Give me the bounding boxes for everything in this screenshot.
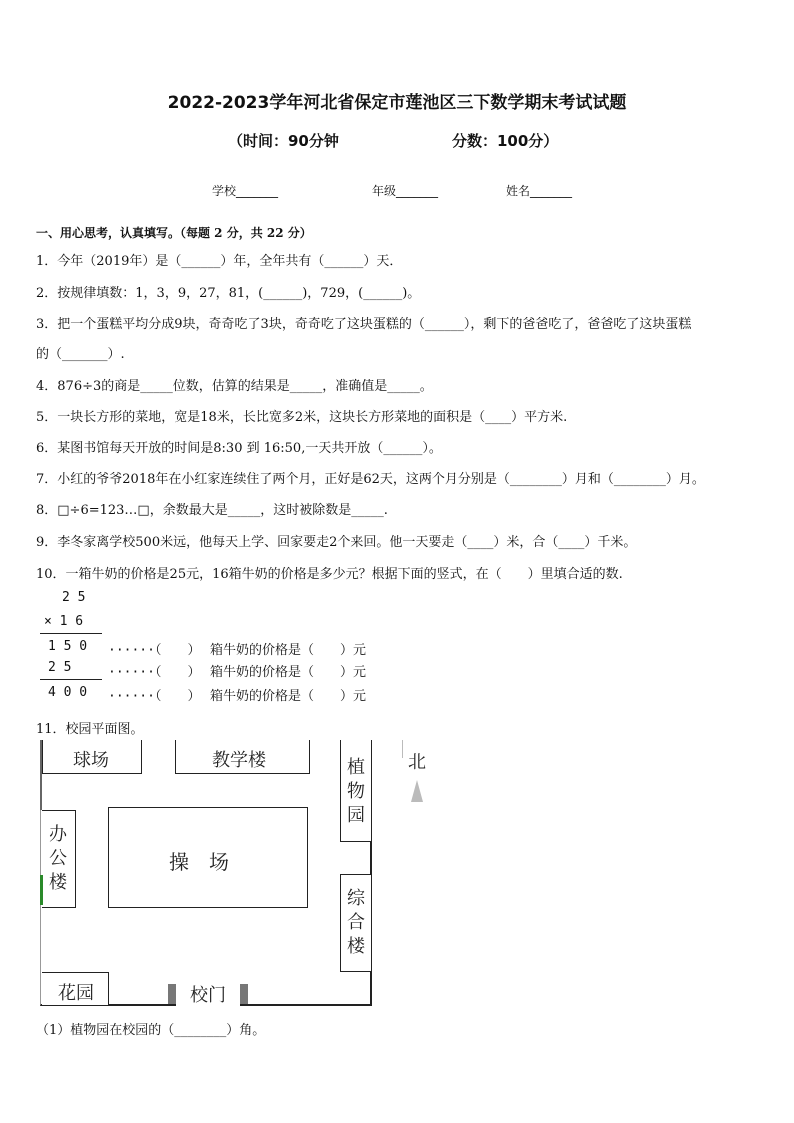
garden-label: 花园 — [58, 983, 94, 1004]
teaching-building-label: 教学楼 — [212, 750, 266, 771]
playground-label: 操 场 — [169, 850, 229, 874]
school-field: 学校_______ — [212, 184, 279, 198]
question-6: 6．某图书馆每天开放的时间是8:30 到 16:50,一天共开放（______）。 — [36, 441, 442, 456]
dots-2: ······（ ） — [108, 665, 201, 680]
botanical-garden-label: 植物园 — [347, 757, 365, 826]
north-label: 北 — [408, 752, 426, 773]
dots-3: ······（ ） — [108, 689, 201, 704]
mult-multiplier: × 1 6 — [44, 614, 84, 629]
campus-map — [40, 740, 430, 1010]
question-10: 10．一箱牛奶的价格是25元，16箱牛奶的价格是多少元？根据下面的竖式，在（ ）里填合适的数. — [36, 567, 623, 582]
office-building-box — [42, 810, 76, 908]
question-2: 2．按规律填数：1，3，9，27，81，(______)，729，(______)。 — [36, 286, 421, 301]
section-heading: 一、用心思考，认真填写。（每题 2 分，共 22 分） — [36, 226, 312, 240]
gate-post-right — [240, 984, 248, 1004]
page-title: 2022-2023学年河北省保定市莲池区三下数学期末考试试题 — [167, 93, 627, 113]
question-1: 1．今年（2019年）是（______）年，全年共有（______）天． — [36, 254, 403, 269]
playground-box — [108, 807, 308, 908]
question-11: 11．校园平面图。 — [36, 722, 144, 737]
name-field: 姓名_______ — [506, 184, 573, 198]
garden-box — [42, 972, 109, 1006]
price-label-3: 箱牛奶的价格是（ ）元 — [210, 689, 367, 704]
gate-post-left — [168, 984, 176, 1004]
grade-field: 年级_______ — [372, 184, 439, 198]
score-label: 分数：100分） — [452, 132, 559, 150]
mult-row-3: 4 0 0 — [48, 685, 88, 700]
question-11-part-1: （1）植物园在校园的（________）角。 — [36, 1023, 266, 1038]
mult-top: 2 5 — [62, 590, 86, 605]
question-3: 3．把一个蛋糕平均分成9块，奇奇吃了3块，奇奇吃了这块蛋糕的（______），剩下的爸爸吃了，爸爸吃了这块蛋糕 — [36, 317, 692, 332]
mult-row-2: 2 5 — [48, 660, 72, 675]
question-3-cont: 的（_______）. — [36, 347, 125, 362]
question-7: 7．小红的爷爷2018年在小红家连续住了两个月，正好是62天，这两个月分别是（________）月和（________）月。 — [36, 472, 705, 487]
mult-row-1: 1 5 0 — [48, 639, 88, 654]
price-label-2: 箱牛奶的价格是（ ）元 — [210, 665, 367, 680]
question-9: 9．李冬家离学校500米远，他每天上学、回家要走2个来回。他一天要走（____）米，合（____）千米。 — [36, 535, 637, 550]
question-8: 8．□÷6=123…□，余数最大是_____，这时被除数是_____. — [36, 503, 388, 518]
office-building-label: 办公楼 — [49, 824, 67, 893]
complex-building-label: 综合楼 — [347, 888, 365, 957]
north-arrow-icon — [410, 780, 424, 804]
mult-line-1 — [40, 633, 102, 634]
complex-building-box — [340, 874, 372, 972]
teaching-building-box — [175, 740, 310, 774]
ball-court-box — [42, 740, 142, 774]
price-label-1: 箱牛奶的价格是（ ）元 — [210, 643, 367, 658]
mult-line-2 — [40, 679, 102, 680]
question-5: 5．一块长方形的菜地，宽是18米，长比宽多2米，这块长方形菜地的面积是（____）平方米. — [36, 410, 568, 425]
gate-label: 校门 — [190, 985, 226, 1006]
dots-1: ······（ ） — [108, 643, 201, 658]
question-4: 4．876÷3的商是_____位数，估算的结果是_____，准确值是_____。 — [36, 379, 433, 394]
ball-court-label: 球场 — [73, 750, 109, 771]
time-label: （时间：90分钟 — [228, 132, 339, 150]
botanical-garden-box — [340, 740, 372, 842]
